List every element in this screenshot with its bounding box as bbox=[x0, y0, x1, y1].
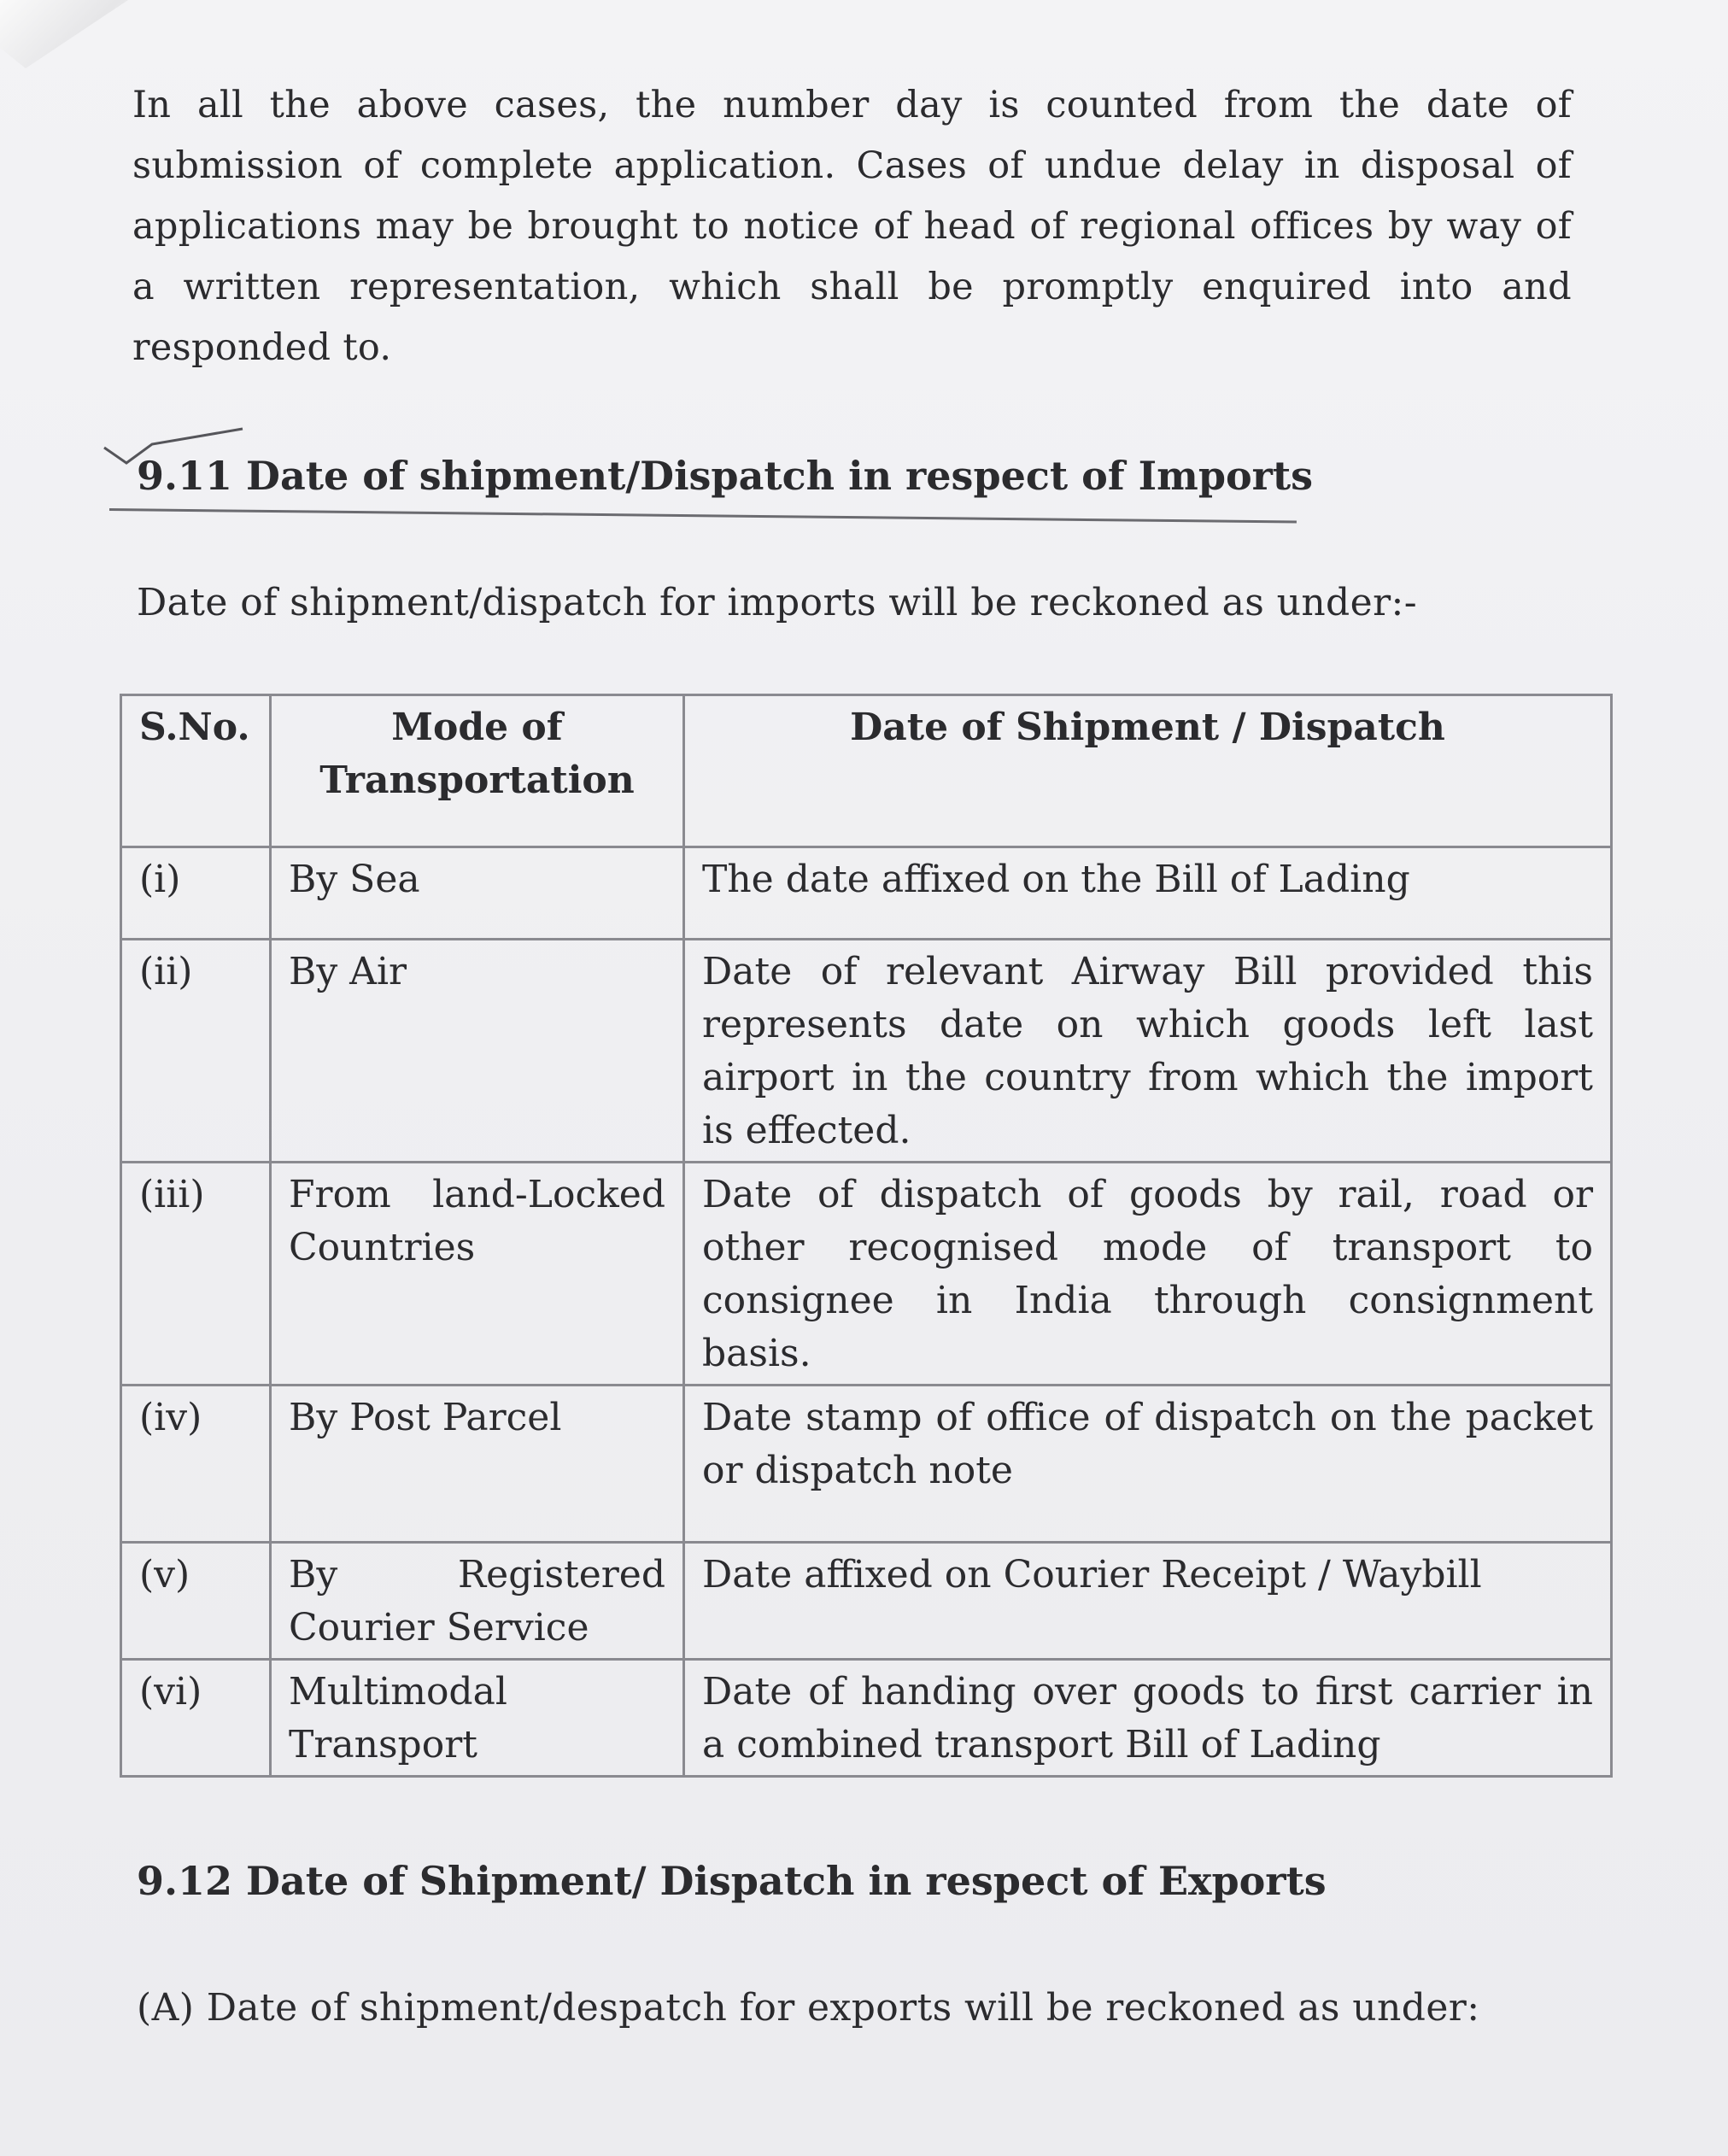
table-row bbox=[121, 1163, 1612, 1386]
page-corner-fold bbox=[0, 0, 128, 68]
cell-sno: (vi) bbox=[121, 1660, 271, 1777]
column-header-sno: S.No. bbox=[121, 695, 271, 847]
cell-sno: (iv) bbox=[121, 1386, 271, 1543]
cell-mode: By Air bbox=[271, 940, 684, 1163]
table-row bbox=[121, 1660, 1612, 1777]
cell-date: The date affixed on the Bill of Lading bbox=[684, 847, 1612, 940]
cell-date: Date of relevant Airway Bill provided this represents date on which goods left last airport in the country from which the import is effected. bbox=[684, 940, 1612, 1163]
cell-date: Date of dispatch of goods by rail, road or other recognised mode of transport to consignee in India through consignment basis. bbox=[684, 1163, 1612, 1386]
intro-paragraph: In all the above cases, the number day is counted from the date of submission of complete application. Cases of undue delay in disposal of applications may be brought to notice of head of regional offices by way of a written representation, which shall be promptly enquired into and responded to. bbox=[132, 84, 1572, 369]
cell-date: Date stamp of office of dispatch on the packet or dispatch note bbox=[684, 1386, 1612, 1543]
column-header-mode: Mode of Transportation bbox=[271, 695, 684, 847]
table-row bbox=[121, 940, 1612, 1163]
table-header-row bbox=[121, 695, 1612, 847]
cell-sno: (ii) bbox=[121, 940, 271, 1163]
cell-date: Date of handing over goods to first carrier in a combined transport Bill of Lading bbox=[684, 1660, 1612, 1777]
cell-mode: By Sea bbox=[271, 847, 684, 940]
exports-lead-text: (A) Date of shipment/despatch for exports will be reckoned as under: bbox=[137, 1986, 1480, 2030]
imports-lead-text: Date of shipment/dispatch for imports will be reckoned as under:- bbox=[137, 581, 1417, 624]
cell-mode: By Post Parcel bbox=[271, 1386, 684, 1543]
cell-sno: (iii) bbox=[121, 1163, 271, 1386]
table-row bbox=[121, 1386, 1612, 1543]
cell-mode: By Registered Courier Service bbox=[271, 1543, 684, 1660]
table-row bbox=[121, 847, 1612, 940]
cell-sno: (v) bbox=[121, 1543, 271, 1660]
cell-date: Date affixed on Courier Receipt / Waybill bbox=[684, 1543, 1612, 1660]
section-heading-imports: 9.11 Date of shipment/Dispatch in respect of Imports bbox=[137, 453, 1314, 499]
cell-sno: (i) bbox=[121, 847, 271, 940]
section-heading-exports: 9.12 Date of Shipment/ Dispatch in respect of Exports bbox=[137, 1858, 1327, 1904]
table-row bbox=[121, 1543, 1612, 1660]
column-header-date: Date of Shipment / Dispatch bbox=[684, 695, 1612, 847]
cell-mode: From land-Locked Countries bbox=[271, 1163, 684, 1386]
imports-shipment-table bbox=[120, 694, 1613, 1778]
handwritten-underline bbox=[109, 508, 1297, 524]
cell-mode: Multimodal Transport bbox=[271, 1660, 684, 1777]
